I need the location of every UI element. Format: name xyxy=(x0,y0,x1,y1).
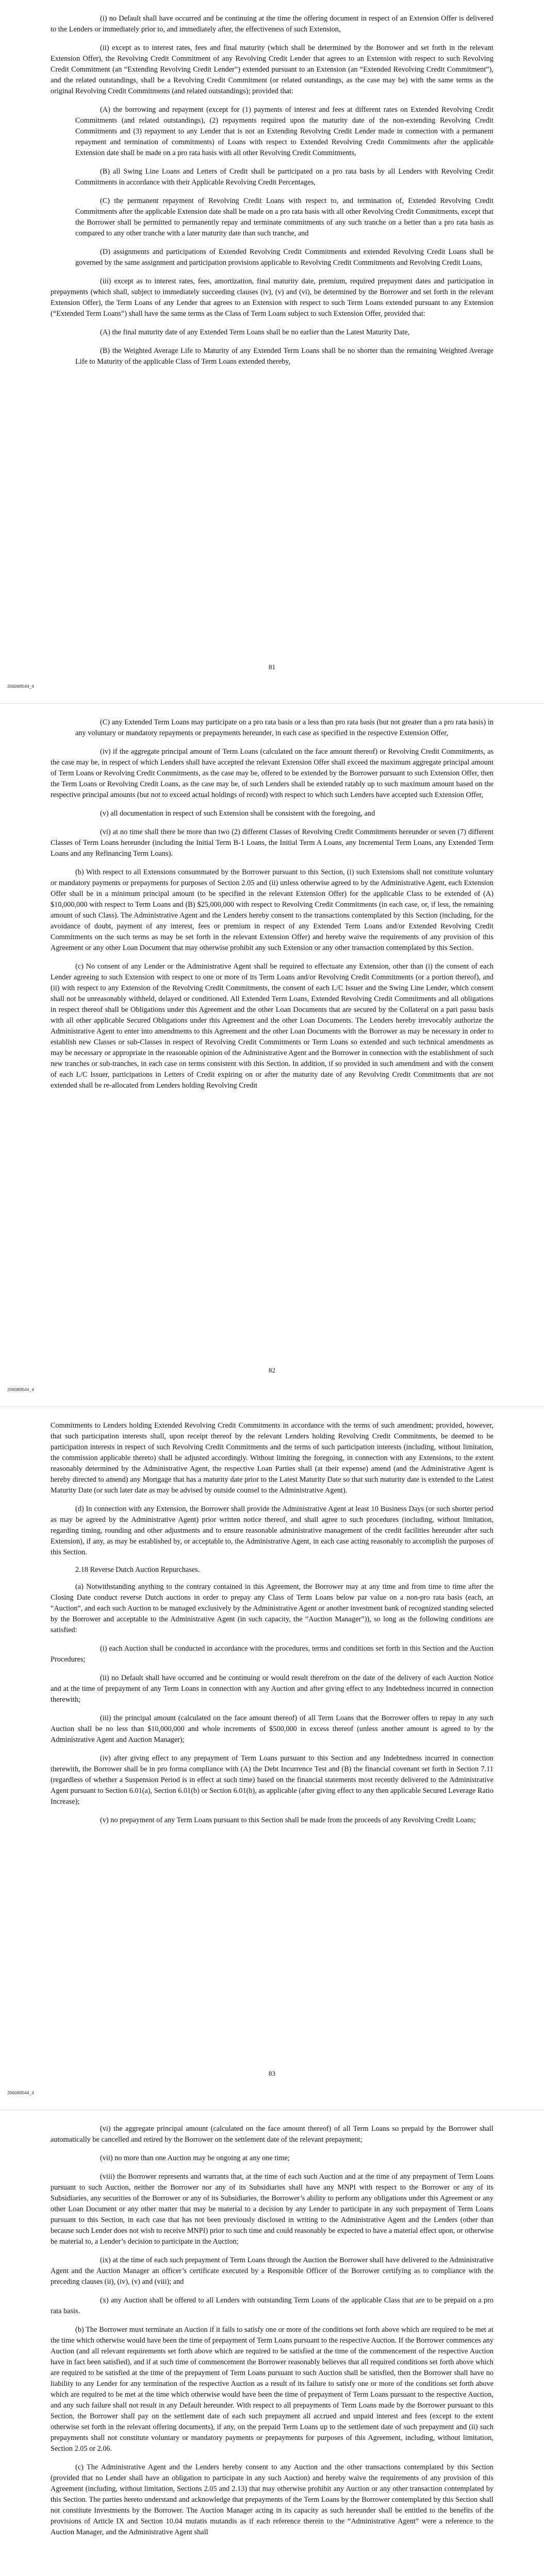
paragraph: (C) any Extended Term Loans may participate on a pro rata basis or a less than pro rata basis (but not greater than a pro rata basis) in any voluntary or mandatory repayments or prepayments hereunder, in each case as specified in the respective Extension Offer, xyxy=(75,718,493,737)
paragraph: (c) The Administrative Agent and the Lenders hereby consent to any Auction and the other transactions contemplated by this Section (provided that no Lender shall have an obligation to participate in any such Auction) and hereby waive the requirements of any provision of this Agreement (including, without limitation, Sections 2.05 and 2.13) that may otherwise prohibit any Auction or any other transaction contemplated by this Section. The parties hereto understand and acknowledge that prepayments of the Term Loans by the Borrower contemplated by this Section shall not constitute Investments by the Borrower. The Auction Manager acting in its capacity as such hereunder shall be entitled to the benefits of the provisions of Article IX and Section 10.04 mutatis mutandis as if each reference therein to the “Administrative Agent” were a reference to the Auction Manager, and the Administrative Agent shall xyxy=(51,2463,493,2536)
page-83 xyxy=(0,1406,544,2110)
paragraph: (v) no prepayment of any Term Loans pursuant to this Section shall be made from the proceeds of any Revolving Credit Loans; xyxy=(100,1816,476,1824)
paragraph: (iii) the principal amount (calculated on the face amount thereof) of all Term Loans that the Borrower offers to repay in any such Auction shall be no less than $10,000,000 and whole increments of $500,000 in excess thereof (unless another amount is agreed to by the Administrative Agent and Auction Manager); xyxy=(51,1714,493,1744)
page-81 xyxy=(0,0,544,703)
paragraph: (A) the borrowing and repayment (except for (1) payments of interest and fees at different rates on Extended Revolving Credit Commitments (and related outstandings), (2) repayments required upon the maturity date of the non-extending Revolving Credit Commitments and (3) repayment to any Lender that is not an Extending Revolving Credit Lender made in connection with a permanent repayment and termination of commitments) of Loans with respect to Extended Revolving Credit Commitments after the applicable Extension date shall be made on a pro rata basis with all other Revolving Credit Commitments, xyxy=(75,106,493,157)
paragraph: (ix) at the time of each such prepayment of Term Loans through the Auction the Borrower shall have delivered to the Administrative Agent and the Auction Manager an officer’s certificate executed by a Responsible Officer of the Borrower certifying as to compliance with the preceding clauses (ii), (iv), (v) and (viii); and xyxy=(51,2256,493,2286)
paragraph: (viii) the Borrower represents and warrants that, at the time of each such Auction and at the time of any prepayment of Term Loans pursuant to such Auction, neither the Borrower nor any of its Subsidiaries shall have any MNPI with respect to the Borrower or any of its Subsidiaries, any securities of the Borrower or any of its Subsidiaries, the Borrower’s ability to perform any obligations under this Agreement or any other Loan Document or any other matter that may be material to a decision by any Lender to participate in any such prepayment of Term Loans pursuant to this Section, in each case that has not been previously disclosed in writing to the Administrative Agent and the Lenders (other than because such Lender does not wish to receive MNPI) prior to such time and could reasonably be expected to have a material effect upon, or otherwise be material to, a Lender’s decision to participate in the Auction; xyxy=(51,2173,493,2246)
page-number: 83 xyxy=(269,2070,275,2077)
paragraph: (v) all documentation in respect of such Extension shall be consistent with the foregoing, and xyxy=(100,809,375,818)
paragraph: (x) any Auction shall be offered to all Lenders with outstanding Term Loans of the applicable Class that are to be prepaid on a pro rata basis. xyxy=(51,2296,493,2315)
paragraph: (b) With respect to all Extensions consummated by the Borrower pursuant to this Section, (i) such Extensions shall not constitute voluntary or mandatory payments or prepayments for purposes of Section 2.05 and (ii) unless otherwise agreed to by the Administrative Agent, each Extension Offer shall be in a minimum principal amount (to be specified in the relevant Extension Offer) for the applicable Class to be extended of (A) $10,000,000 with respect to Term Loans and (B) $25,000,000 with respect to Revolving Credit Commitments (in each case, or, if less, the remaining amount of such Class). The Administrative Agent and the Lenders hereby consent to the transactions contemplated by this Section (including, for the avoidance of doubt, payment of any interest, fees or premium in respect of any Extended Term Loans and/or Extended Revolving Credit Commitments on the such terms as may be set forth in the relevant Extension Offer) and hereby waive the requirements of any provision of this Agreement or any other Loan Document that may otherwise prohibit any such Extension or any other transaction contemplated by this Section. xyxy=(51,868,493,952)
paragraph: (iv) if the aggregate principal amount of Term Loans (calculated on the face amount thereof) or Revolving Credit Commitments, as the case may be, in respect of which Lenders shall have accepted the relevant Extension Offer shall exceed the maximum aggregate principal amount of Term Loans or Revolving Credit Commitments, as the case may be, offered to be extended by the Borrower pursuant to such Extension Offer, then the Term Loans or Revolving Credit Loans, as the case may be, of such Lenders shall be extended ratably up to such maximum amount based on the respective principal amounts (but not to exceed actual holdings of record) with respect to which such Lenders have accepted such Extension Offer, xyxy=(51,748,493,799)
paragraph: (iii) except as to interest rates, fees, amortization, final maturity date, premium, required prepayment dates and participation in prepayments (which shall, subject to immediately succeeding clauses (iv), (v) and (vi), be determined by the Borrower and set forth in the relevant Extension Offer), the Term Loans of any Lender that agrees to an Extension with respect to such Term Loans extended pursuant to any Extension (“Extended Term Loans”) shall have the same terms as the Class of Term Loans subject to such Extension Offer, provided that: xyxy=(51,277,493,318)
paragraph: (b) The Borrower must terminate an Auction if it fails to satisfy one or more of the conditions set forth above which are required to be met at the time which otherwise would have been the time of prepayment of Term Loans pursuant to the respective Auction. If the Borrower commences any Auction (and all relevant requirements set forth above which are required to be satisfied at the time of the commencement of the respective Auction have in fact been satisfied), and if at such time of commencement the Borrower reasonably believes that all required conditions set forth above which are required to be satisfied at the time of the prepayment of Term Loans pursuant to such Auction shall be satisfied, then the Borrower shall have no liability to any Lender for any termination of the respective Auction as a result of its failure to satisfy one or more of the conditions set forth above which are required to be met at the time which otherwise would have been the time of prepayment of Term Loans pursuant to the respective Auction, and any such failure shall not result in any Default hereunder. With respect to all prepayments of Term Loans made by the Borrower pursuant to this Section, the Borrower shall pay on the settlement date of each such prepayment all accrued and unpaid interest and fees (except to the extent otherwise set forth in the relevant offering documents), if any, on the prepaid Term Loans up to the settlement date of such prepayment and (ii) such prepayments shall not constitute voluntary or mandatory payments or prepayments for purposes of this Agreement, including, without limitation, Section 2.05 or 2.06. xyxy=(51,2326,493,2453)
paragraph: (A) the final maturity date of any Extended Term Loans shall be no earlier than the Latest Maturity Date, xyxy=(100,328,410,336)
document-id: 206089544_4 xyxy=(7,1387,35,1392)
section-heading: 2.18 Reverse Dutch Auction Repurchases. xyxy=(75,1566,200,1574)
paragraph: (d) In connection with any Extension, the Borrower shall provide the Administrative Agent at least 10 Business Days (or such shorter period as may be agreed by the Administrative Agent) prior written notice thereof, and shall agree to such procedures (including, without limitation, regarding timing, rounding and other adjustments and to ensure reasonable administrative management of the credit facilities hereunder after such Extension), if any, as may be established by, or acceptable to, the Administrative Agent, in each case acting reasonably to accomplish the purposes of this Section. xyxy=(51,1505,493,1556)
paragraph: Commitments to Lenders holding Extended Revolving Credit Commitments in accordance with the terms of such amendment; provided, however, that such participation interests shall, upon receipt thereof by the relevant Lenders holding Revolving Credit Commitments, be deemed to be participation interests in respect of such Revolving Credit Commitments and the terms of such participation interests (including, without limitation, the commission applicable thereto) shall be adjusted accordingly. Without limiting the foregoing, in connection with any Extensions, to the extent reasonably determined by the Administrative Agent, the respective Loan Parties shall (at their expense) amend (and the Administrative Agent is hereby directed to amend) any Mortgage that has a maturity date prior to the Latest Maturity Date so that such maturity date is extended to the Latest Maturity Date (or such later date as may be advised by outside counsel to the Administrative Agent). xyxy=(51,1421,493,1495)
paragraph: (B) the Weighted Average Life to Maturity of any Extended Term Loans shall be no shorter than the remaining Weighted Average Life to Maturity of the applicable Class of Term Loans extended thereby, xyxy=(75,347,493,366)
paragraph: (ii) no Default shall have occurred and be continuing or would result therefrom on the date of the delivery of each Auction Notice and at the time of prepayment of any Term Loans in connection with any Auction and after giving effect to any Indebtedness incurred in connection therewith; xyxy=(51,1674,493,1704)
paragraph: (C) the permanent repayment of Revolving Credit Loans with respect to, and termination of, Extended Revolving Credit Commitments after the applicable Extension date shall be made on a pro rata basis with all other Revolving Credit Commitments, except that the Borrower shall be permitted to permanently repay and terminate commitments of any such tranche on a better than a pro rata basis as compared to any other tranche with a later maturity date than such tranche, and xyxy=(75,197,493,238)
paragraph: (vi) at no time shall there be more than two (2) different Classes of Revolving Credit Commitments hereunder or seven (7) different Classes of Term Loans hereunder (including the Initial Term B-1 Loans, the Initial Term A Loans, any Incremental Term Loans, any Extended Term Loans and any Refinancing Term Loans). xyxy=(51,828,493,858)
page-body xyxy=(51,1420,493,1826)
paragraph: (D) assignments and participations of Extended Revolving Credit Commitments and extended Revolving Credit Loans shall be governed by the same assignment and participation provisions applicable to Revolving Credit Commitments and Revolving Credit Loans, xyxy=(75,248,493,267)
page-84 xyxy=(0,2110,544,2576)
document-id: 206089544_4 xyxy=(7,684,35,689)
page-number: 82 xyxy=(269,1366,275,1374)
document-id: 206089544_4 xyxy=(7,2090,35,2095)
paragraph: (i) no Default shall have occurred and be continuing at the time the offering document in respect of an Extension Offer is delivered to the Lenders or immediately prior to, and immediately after, the effectiveness of such Extension, xyxy=(51,14,493,33)
paragraph: (a) Notwithstanding anything to the contrary contained in this Agreement, the Borrower may at any time and from time to time after the Closing Date conduct reverse Dutch auctions in order to prepay any Class of Term Loans below par value on a non-pro rata basis (each, an “Auction”, and each such Auction to be managed exclusively by the Administrative Agent or another investment bank of recognized standing selected by the Borrower and acceptable to the Administrative Agent (in such capacity, the “Auction Manager”)), so long as the following conditions are satisfied: xyxy=(51,1583,493,1634)
paragraph: (vi) the aggregate principal amount (calculated on the face amount thereof) of all Term Loans so prepaid by the Borrower shall automatically be cancelled and retired by the Borrower on the settlement date of the relevant prepayment; xyxy=(51,2125,493,2144)
page-body xyxy=(51,717,493,1091)
paragraph: (c) No consent of any Lender or the Administrative Agent shall be required to effectuate any Extension, other than (i) the consent of each Lender agreeing to such Extension with respect to one or more of its Term Loans and/or Revolving Credit Commitments (or a portion thereof), and (ii) with respect to any Extension of the Revolving Credit Commitments, the consent of each L/C Issuer and the Swing Line Lender, which consent shall not be unreasonably withheld, delayed or conditioned. All Extended Term Loans, Extended Revolving Credit Commitments and all obligations in respect thereof shall be Obligations under this Agreement and the other Loan Documents that are secured by the Collateral on a pari passu basis with all other applicable Secured Obligations under this Agreement and the other Loan Documents. The Lenders hereby irrevocably authorize the Administrative Agent to enter into amendments to this Agreement and the other Loan Documents with the Borrower as may be necessary in order to establish new Classes or sub-Classes in respect of Revolving Credit Commitments or Term Loans so extended and such technical amendments as may be necessary or appropriate in the reasonable opinion of the Administrative Agent and the Borrower in connection with the establishment of such new tranches or sub-tranches, in each case on terms consistent with this Section. In addition, if so provided in such amendment and with the consent of each L/C Issuer, participations in Letters of Credit expiring on or after the maturity date of any Revolving Credit Commitments that are not extended shall be re-allocated from Lenders holding Revolving Credit xyxy=(51,962,493,1090)
page-number: 81 xyxy=(269,663,275,671)
paragraph: (B) all Swing Line Loans and Letters of Credit shall be participated on a pro rata basis by all Lenders with Revolving Credit Commitments in accordance with their Applicable Revolving Credit Percentages, xyxy=(75,167,493,187)
paragraph: (i) each Auction shall be conducted in accordance with the procedures, terms and conditions set forth in this Section and the Auction Procedures; xyxy=(51,1645,493,1664)
page-82 xyxy=(0,703,544,1406)
paragraph: (vii) no more than one Auction may be ongoing at any one time; xyxy=(100,2154,290,2162)
page-body xyxy=(51,13,493,367)
page-body xyxy=(51,2124,493,2538)
paragraph: (iv) after giving effect to any prepayment of Term Loans pursuant to this Section and any Indebtedness incurred in connection therewith, the Borrower shall be in pro forma compliance with (A) the Debt Incurrence Test and (B) the financial covenant set forth in Section 7.11 (regardless of whether a Suspension Period is in effect at such time) based on the financial statements most recently delivered to the Administrative Agent pursuant to Section 6.01(a), Section 6.01(b) or Section 6.01(b), as applicable (after giving effect to any then applicable Secured Leverage Ratio Increase); xyxy=(51,1754,493,1806)
paragraph: (ii) except as to interest rates, fees and final maturity (which shall be determined by the Borrower and set forth in the relevant Extension Offer), the Revolving Credit Commitment of any Revolving Credit Lender that agrees to an Extension with respect to such Revolving Credit Commitment (an “Extending Revolving Credit Lender”) extended pursuant to an Extension (an “Extended Revolving Credit Commitment”), and the related outstandings, shall be a Revolving Credit Commitment (or related outstandings, as the case may be) with the same terms as the original Revolving Credit Commitments (and related outstandings); provided that: xyxy=(51,44,493,95)
